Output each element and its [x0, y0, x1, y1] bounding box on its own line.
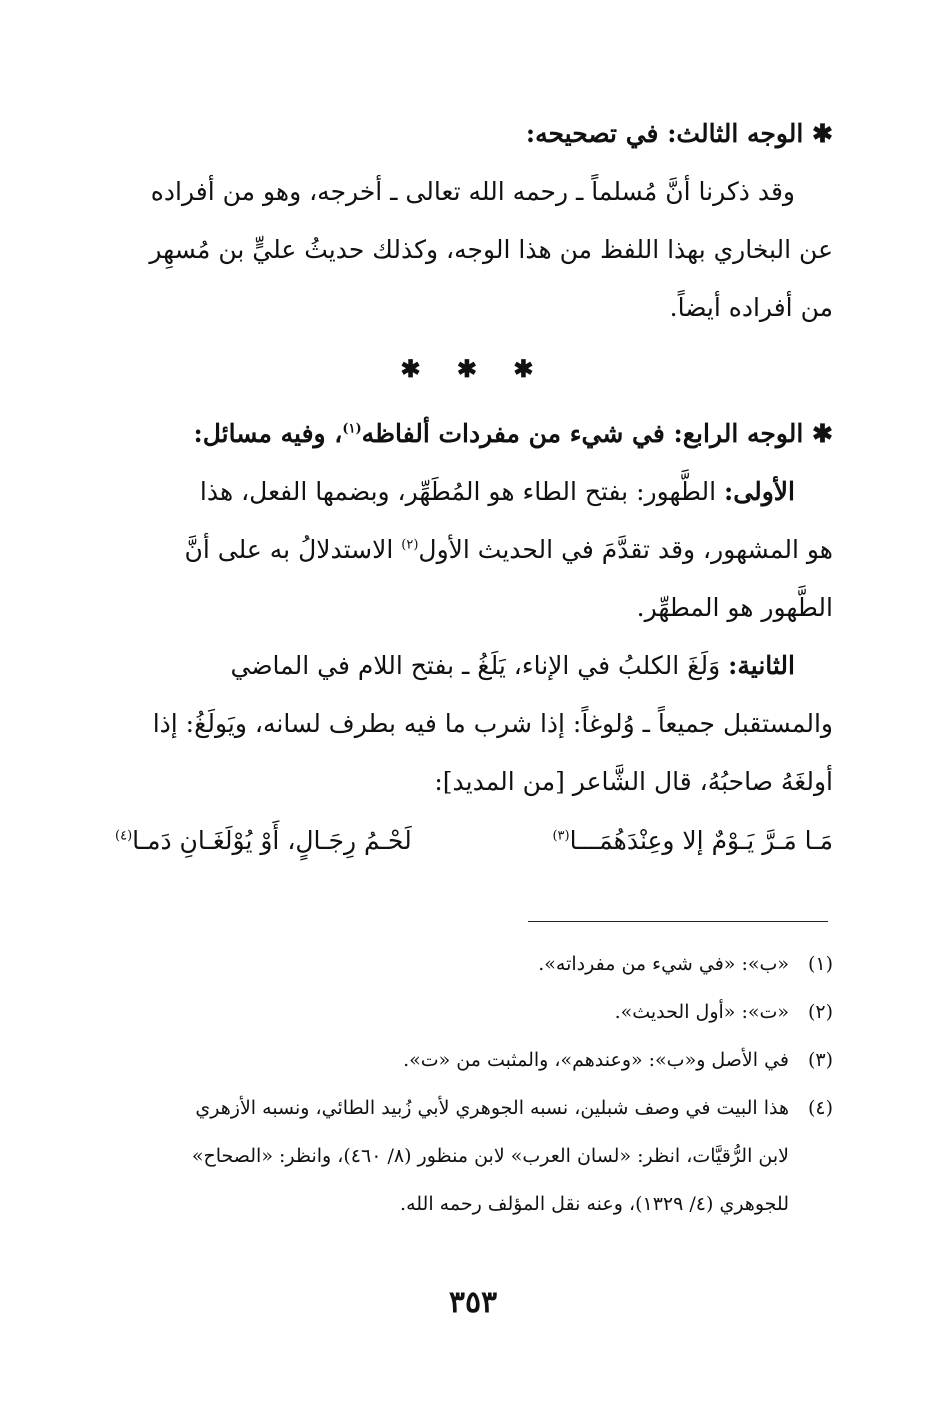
paragraph-line: أولغَهُ صاحبُهُ، قال الشَّاعر [من المديد]: [434, 767, 833, 796]
heading-text: ✱ الوجه الرابع: في شيء من مفردات ألفاظه [361, 419, 833, 448]
footnote-ref: (١) [342, 421, 362, 437]
section-heading-fourth [115, 405, 833, 463]
paragraph-line [115, 463, 833, 521]
section-heading-third: ✱ الوجه الثالث: في تصحيحه: [525, 119, 833, 148]
line-text: الاستدلالُ به على أنَّ [184, 535, 402, 564]
footnote-ref: (٢) [401, 537, 419, 553]
section-separator: ✱ ✱ ✱ [400, 354, 548, 383]
footnote-number: (٢) [807, 1001, 833, 1023]
footnote-ref: (٤) [115, 828, 133, 844]
issue-label: الأولى: [724, 477, 795, 506]
paragraph-line: الطَّهور هو المطهِّر. [636, 593, 833, 622]
footnote-item [115, 1036, 833, 1084]
footnote-item [115, 988, 833, 1036]
page-number: ٣٥٣ [448, 1285, 498, 1320]
footnote-number: (١) [807, 953, 833, 975]
footnote-divider [528, 921, 828, 922]
line-text: الطَّهور: بفتح الطاء هو المُطَهِّر، وبضمها الفعل، هذا [199, 477, 725, 506]
footnote-continuation: للجوهري (٤/ ١٣٢٩)، وعنه نقل المؤلف رحمه الله. [400, 1193, 789, 1215]
verse-first-hemistich [552, 811, 833, 871]
footnotes [115, 940, 833, 1228]
footnote-text: هذا البيت في وصف شبلين، نسبه الجوهري لأبي زُبيد الطائي، ونسبه الأزهري [195, 1097, 789, 1119]
footnote-item [115, 1084, 833, 1132]
footnote-continuation: لابن الرُّقيَّات، انظر: «لسان العرب» لابن منظور (٨/ ٤٦٠)، وانظر: «الصحاح» [191, 1145, 789, 1167]
verse-second-hemistich [115, 811, 412, 871]
footnote-item [115, 940, 833, 988]
hemistich-text: لَحْـمُ رِجَـالٍ، أَوْ يُوْلَغَـانِ دَمـا [132, 826, 412, 855]
paragraph-line [115, 637, 833, 695]
hemistich-text: مَـا مَـرَّ يَـوْمٌ إلا وعِنْدَهُمَـــا [569, 826, 833, 855]
paragraph-line: والمستقبل جميعاً ـ وُلوغاً: إذا شرب ما فيه بطرف لسانه، ويَولَغُ: إذا [152, 709, 833, 738]
main-text [115, 105, 833, 871]
paragraph-line: وقد ذكرنا أنَّ مُسلماً ـ رحمه الله تعالى ـ أخرجه، وهو من أفراده [150, 177, 795, 206]
footnote-ref: (٣) [552, 828, 570, 844]
footnote-number: (٣) [807, 1049, 833, 1071]
line-text: هو المشهور، وقد تقدَّمَ في الحديث الأول [418, 535, 833, 564]
poem-verse [115, 811, 833, 871]
footnote-text: «ت»: «أول الحديث». [614, 1001, 789, 1023]
line-text: وَلَغَ الكلبُ في الإناء، يَلَغُ ـ بفتح اللام في الماضي [230, 651, 729, 680]
heading-text: ، وفيه مسائل: [193, 419, 343, 448]
footnote-number: (٤) [807, 1097, 833, 1119]
paragraph-line [115, 521, 833, 579]
issue-label: الثانية: [728, 651, 795, 680]
paragraph-line: من أفراده أيضاً. [669, 293, 833, 322]
footnote-text: «ب»: «في شيء من مفرداته». [538, 953, 789, 975]
paragraph-line: عن البخاري بهذا اللفظ من هذا الوجه، وكذلك حديثُ عليٍّ بن مُسهِر [149, 235, 833, 264]
footnote-text: في الأصل و«ب»: «وعندهم»، والمثبت من «ت». [403, 1049, 789, 1071]
